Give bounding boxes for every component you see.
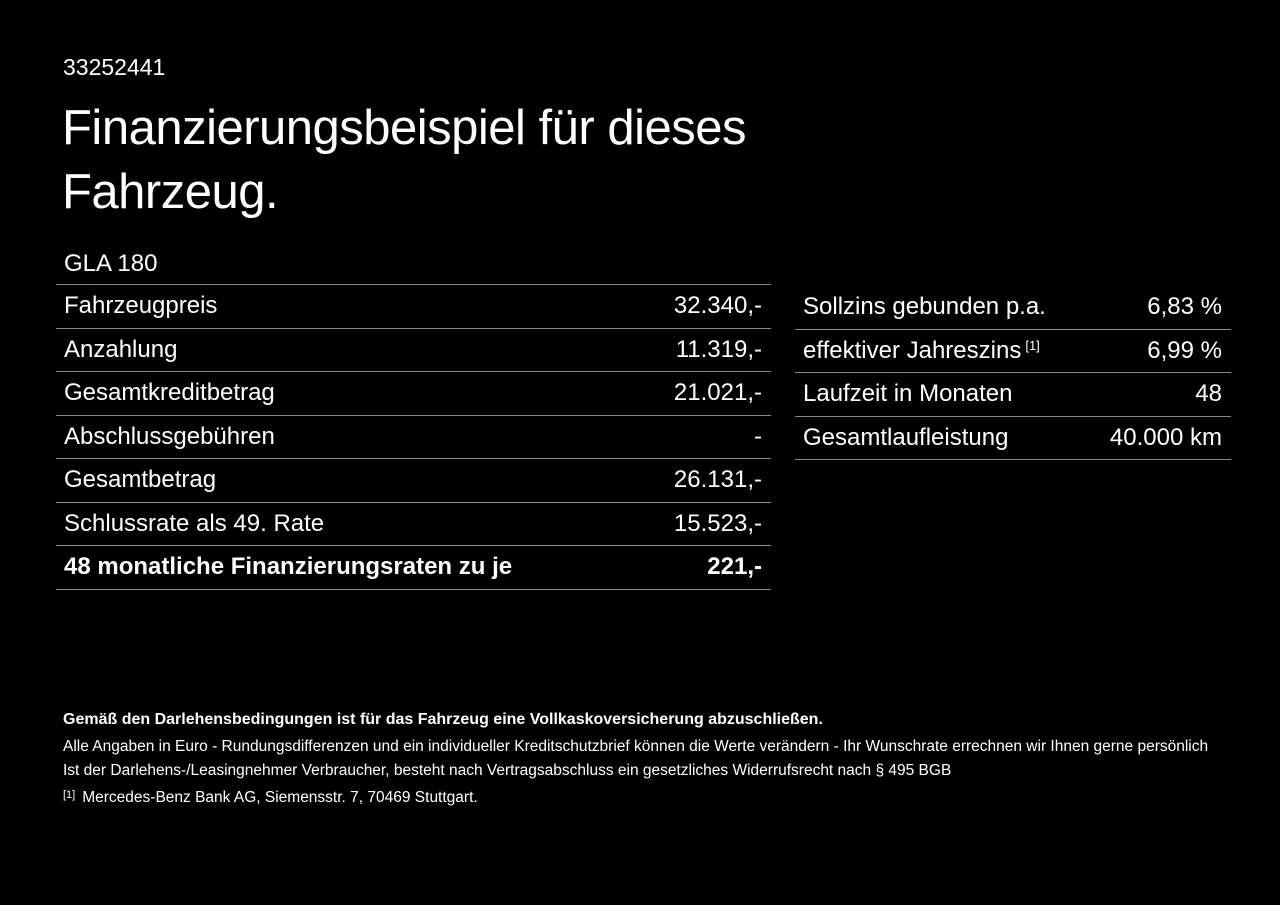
vehicle-model: GLA 180 <box>64 250 158 277</box>
row-value: 11.319,- <box>675 335 762 363</box>
table-row-gesamtbetrag <box>56 459 771 503</box>
row-value: 26.131,- <box>673 466 762 494</box>
row-value: 6,83 % <box>1147 293 1222 321</box>
row-value: 48 <box>1195 380 1222 408</box>
row-label: Gesamtlaufleistung <box>803 423 1009 451</box>
row-value: 21.021,- <box>673 379 762 407</box>
footnote-text: Mercedes-Benz Bank AG, Siemensstr. 7, 70469 Stuttgart. <box>82 789 478 806</box>
withdrawal-note: Ist der Darlehens-/Leasingnehmer Verbraucher, besteht nach Vertragsabschluss ein gesetzliches Widerrufsrecht nach § 495 BGB <box>63 762 952 779</box>
values-note: Alle Angaben in Euro - Rundungsdifferenzen und ein individueller Kreditschutzbrief können die Werte verändern - Ihr Wunschrate errechnen wir Ihnen gerne persönlich <box>63 738 1209 755</box>
row-label: Fahrzeugpreis <box>64 292 218 320</box>
page-title-line1: Finanzierungsbeispiel für dieses <box>62 101 746 155</box>
row-value: 15.523,- <box>673 509 762 537</box>
row-label-text: effektiver Jahreszins <box>803 336 1022 364</box>
table-row-fahrzeugpreis <box>56 285 771 329</box>
table-row-monatsrate <box>56 546 771 590</box>
vehicle-model-row <box>56 244 771 285</box>
insurance-note: Gemäß den Darlehensbedingungen ist für das Fahrzeug eine Vollkaskoversicherung abzuschließen. <box>63 711 823 728</box>
row-value: 40.000 km <box>1109 423 1222 451</box>
table-row-laufzeit <box>795 373 1231 417</box>
table-row-effektiver-jahreszins <box>795 330 1231 374</box>
row-label: Schlussrate als 49. Rate <box>64 509 325 537</box>
finance-table <box>56 244 771 590</box>
row-label: Sollzins gebunden p.a. <box>803 293 1046 321</box>
row-value: 221,- <box>707 553 762 581</box>
listing-id: 33252441 <box>63 54 166 80</box>
row-value: 6,99 % <box>1147 336 1222 364</box>
row-label: Anzahlung <box>64 335 178 363</box>
table-row-gesamtkreditbetrag <box>56 372 771 416</box>
bank-footnote <box>63 789 478 807</box>
table-row-abschlussgebuehren <box>56 416 771 460</box>
page-title <box>62 96 746 224</box>
footnote-reference: [1] <box>1025 337 1040 353</box>
table-row-gesamtlaufleistung <box>795 417 1231 461</box>
row-value: 32.340,- <box>673 292 762 320</box>
page-title-line2: Fahrzeug. <box>62 165 279 219</box>
table-row-sollzins <box>795 286 1231 330</box>
table-row-schlussrate <box>56 503 771 547</box>
footnote-marker: [1] <box>63 789 76 801</box>
row-label <box>803 337 1040 365</box>
conditions-table <box>795 286 1231 460</box>
row-label: Gesamtkreditbetrag <box>64 379 275 407</box>
row-label: Laufzeit in Monaten <box>803 380 1013 408</box>
row-label: Gesamtbetrag <box>64 466 217 494</box>
row-value: - <box>754 422 762 450</box>
row-label: Abschlussgebühren <box>64 422 275 450</box>
row-label: 48 monatliche Finanzierungsraten zu je <box>64 553 513 581</box>
table-row-anzahlung <box>56 329 771 373</box>
